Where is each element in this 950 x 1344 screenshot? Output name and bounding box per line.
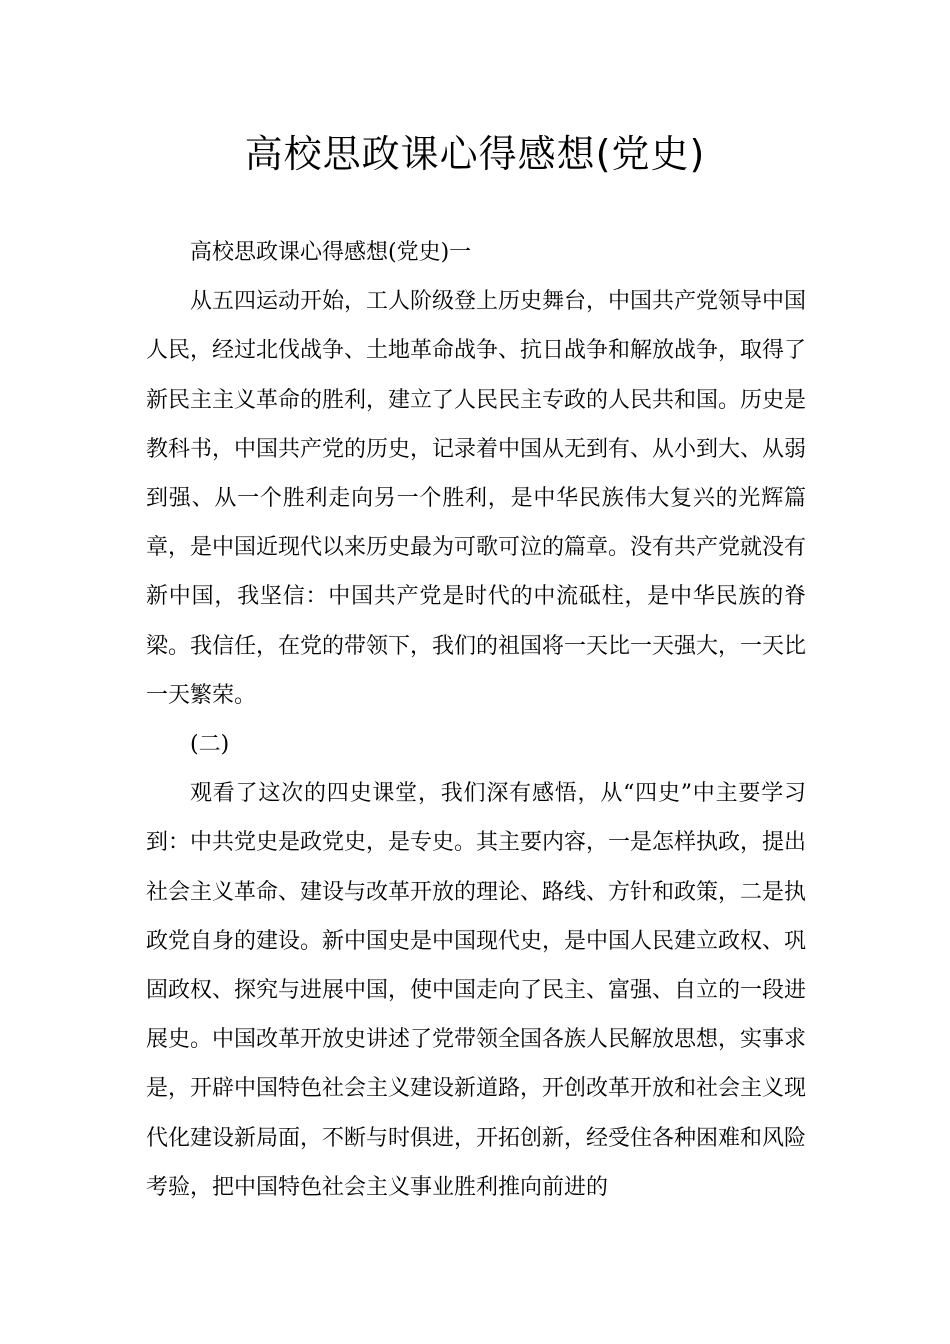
document-title: 高校思政课心得感想(党史) [244,132,706,176]
paragraph-section-heading-1: 高校思政课心得感想(党史)一 [190,240,472,265]
document-body [146,228,806,1212]
paragraph-section-1-text: 从五四运动开始，工人阶级登上历史舞台，中国共产党领导中国人民，经过北伐战争、土地革命战争、抗日战争和解放战争，取得了新民主主义革命的胜利，建立了人民民主专政的人民共和国。历史是教科书，中国共产党的历史，记录着中国从无到有、从小到大、从弱到强、从一个胜利走向另一个胜利，是中华民族伟大复兴的光辉篇章，是中国近现代以来历史最为可歌可泣的篇章。没有共产党就没有新中国，我坚信：中国共产党是时代的中流砥柱，是中华民族的脊梁。我信任，在党的带领下，我们的祖国将一天比一天强大，一天比一天繁荣。 [146,289,807,708]
paragraph-section-heading-2: (二) [190,732,230,758]
paragraph-section-2-text: 观看了这次的四史课堂，我们深有感悟，从“四史”中主要学习到：中共党史是政党史，是专史。其主要内容，一是怎样执政，提出社会主义革命、建设与改革开放的理论、路线、方针和政策，二是执政党自身的建设。新中国史是中国现代史，是中国人民建立政权、巩固政权、探究与进展中国，使中国走向了民主、富强、自立的一段进展史。中国改革开放史讲述了党带领全国各族人民解放思想，实事求是，开辟中国特色社会主义建设新道路，开创改革开放和社会主义现代化建设新局面，不断与时俱进，开拓创新，经受住各种困难和风险考验，把中国特色社会主义事业胜利推向前进的 [146,781,807,1200]
